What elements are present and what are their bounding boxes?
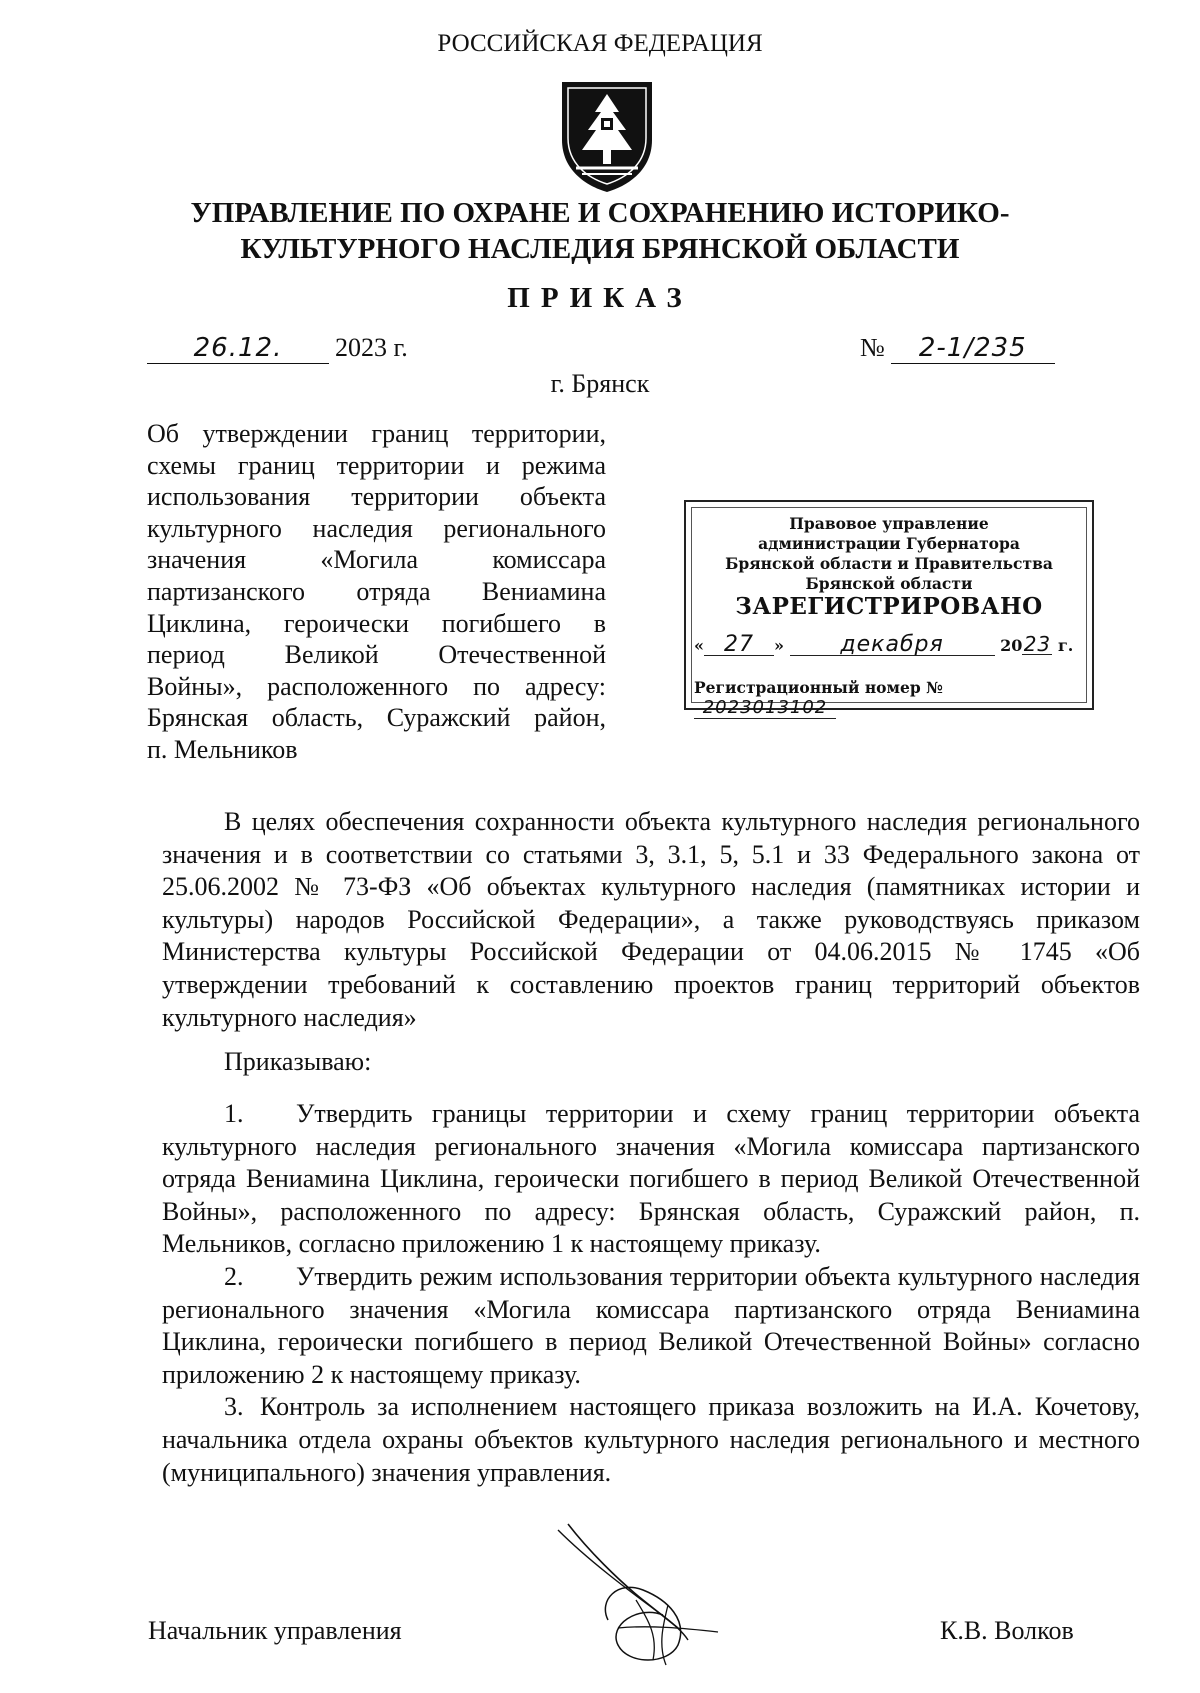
- subject-line: период Великой Отечественной: [147, 640, 606, 670]
- registration-stamp: [684, 500, 1094, 718]
- stamp-reg-label: Регистрационный номер №: [694, 678, 943, 697]
- agency-name: [0, 195, 1200, 267]
- stamp-open-quote: «: [694, 636, 704, 655]
- subject-line: Брянская область, Суражский район,: [147, 703, 606, 733]
- stamp-date: [694, 634, 1084, 656]
- subject-line: использования территории объекта: [147, 482, 606, 512]
- decree-word: Приказываю:: [224, 1047, 372, 1076]
- order-item: [162, 1391, 1140, 1489]
- stamp-day: 27: [704, 635, 774, 656]
- subject-line: п. Мельников: [147, 734, 298, 764]
- body-section: [162, 806, 1140, 1034]
- subject-line: Циклина, героически погибшего в: [147, 608, 606, 638]
- coat-of-arms-icon: [556, 78, 658, 194]
- order-number: [860, 333, 1055, 364]
- number-sign: №: [860, 333, 885, 362]
- order-item-number: 2.: [224, 1261, 244, 1291]
- stamp-reg-number: [694, 678, 1084, 719]
- stamp-year-prefix: 20: [1000, 636, 1023, 655]
- order-items: [162, 1098, 1140, 1489]
- stamp-org-line: Брянской области и Правительства: [725, 554, 1053, 573]
- stamp-organization: [686, 514, 1092, 594]
- stamp-year-suffix: г.: [1058, 636, 1074, 655]
- subject-line: значения «Могила комиссара: [147, 545, 606, 575]
- order-item: [162, 1261, 1140, 1391]
- city: г. Брянск: [550, 369, 650, 398]
- subject-line: схемы границ территории и режима: [147, 450, 606, 480]
- preamble-paragraph: В целях обеспечения сохранности объекта культурного наследия регионального значения и в соответствии со статьями 3, 3.1, 5, 5.1 и 33 Федерального закона от 25.06.2002 № 73-ФЗ «Об объектах культурного наследия (памятниках истории и культуры) народов Российской Федерации», а также руководствуясь приказом Министерства культуры Российской Федерации от 04.06.2015 № 1745 «Об утверждении требований к составлению проектов границ территорий объектов культурного наследия»: [162, 807, 1140, 1032]
- country-heading: РОССИЙСКАЯ ФЕДЕРАЦИЯ: [437, 30, 763, 57]
- order-subject: [147, 418, 606, 766]
- order-item-number: 1.: [224, 1099, 244, 1128]
- subject-line: культурного наследия регионального: [147, 513, 606, 543]
- subject-line: Войны», расположенного по адресу:: [147, 671, 606, 701]
- order-item-number: 3.: [224, 1392, 244, 1422]
- signatory-name: К.В. Волков: [940, 1616, 1074, 1645]
- stamp-org-line: администрации Губернатора: [758, 534, 1020, 553]
- order-item-text: Контроль за исполнением настоящего приказа возложить на И.А. Кочетову, начальника отдела охраны объектов культурного наследия регионального и местного (муниципального) значения управления.: [162, 1392, 1140, 1487]
- stamp-close-quote: »: [774, 636, 784, 655]
- handwritten-signature-icon: [548, 1520, 748, 1670]
- handwritten-date: 26.12.: [147, 333, 329, 364]
- document-type: ПРИКАЗ: [507, 282, 693, 314]
- stamp-year: 23: [1023, 632, 1052, 656]
- order-year: 2023 г.: [335, 333, 408, 362]
- subject-line: партизанского отряда Вениамина: [147, 576, 606, 606]
- agency-line-2: КУЛЬТУРНОГО НАСЛЕДИЯ БРЯНСКОЙ ОБЛАСТИ: [240, 233, 960, 265]
- signatory-position: Начальник управления: [148, 1616, 402, 1645]
- handwritten-number: 2-1/235: [891, 333, 1055, 364]
- stamp-reg-value: 2023013102: [694, 698, 836, 719]
- stamp-org-line: Брянской области: [805, 574, 973, 593]
- subject-line: Об утверждении границ территории,: [147, 419, 606, 448]
- order-item-text: Утвердить режим использования территории объекта культурного наследия регионального значения «Могила комиссара партизанского отряда Вениамина Циклина, героически погибшего в период Великой Отечественной Войны» согласно приложению 2 к настоящему приказу.: [162, 1261, 1140, 1389]
- order-item-text: Утвердить границы территории и схему границ территории объекта культурного наследия регионального значения «Могила комиссара партизанского отряда Вениамина Циклина, героически погибшего в период Великой Отечественной Войны», расположенного по адресу: Брянская область, Суражский район, п. Мельников, согласно приложению 1 к настоящему приказу.: [162, 1099, 1140, 1259]
- stamp-org-line: Правовое управление: [789, 514, 989, 533]
- stamp-status: ЗАРЕГИСТРИРОВАНО: [735, 593, 1043, 620]
- order-date: [147, 333, 408, 364]
- agency-line-1: УПРАВЛЕНИЕ ПО ОХРАНЕ И СОХРАНЕНИЮ ИСТОРИКО-: [190, 197, 1010, 229]
- stamp-month: декабря: [790, 635, 995, 656]
- order-item: [162, 1098, 1140, 1261]
